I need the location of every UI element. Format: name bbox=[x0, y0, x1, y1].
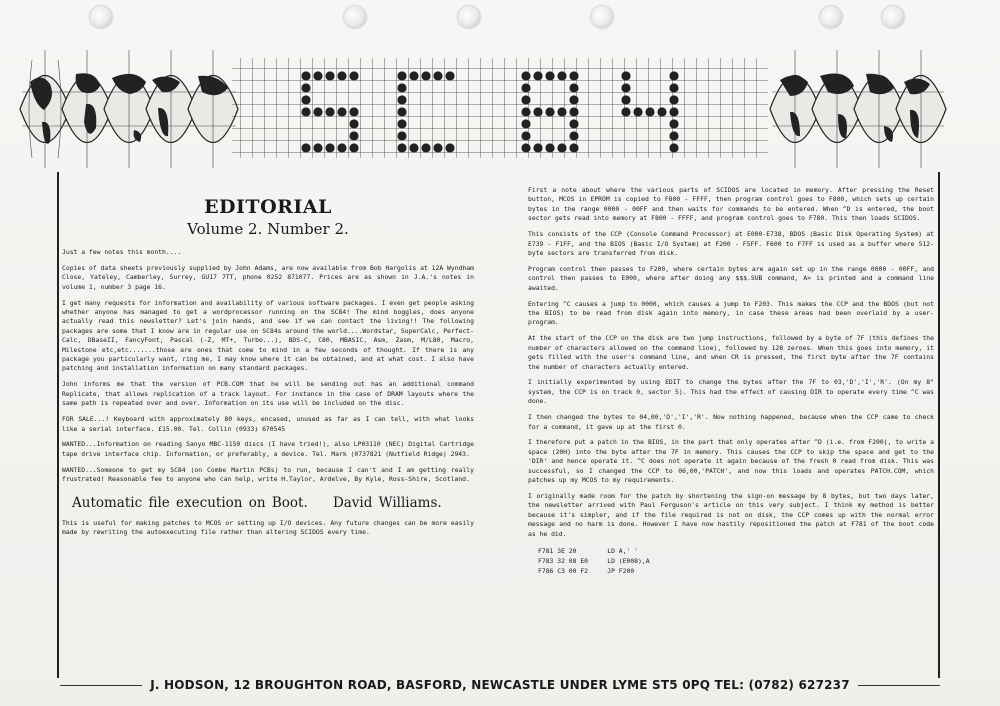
letter-dot bbox=[569, 83, 578, 92]
footer-address: J. HODSON, 12 BROUGHTON ROAD, BASFORD, NEWCASTLE UNDER LYME ST5 0PQ TEL: (0782) 627237 bbox=[150, 678, 850, 692]
article-paragraph: First a note about where the various parts of SCIDOS are located in memory. After pressing the Reset button, MCOS in EPROM is copied to F800 - FFFF, then program control goes to F800, which sets up certain bytes in the range 0000 - 00FF and then waits for commands to be entered. When ^D is entered, the boot sector gets read into memory at F800 - FFFF, and program control goes to F780. This then loads SCIDOS. bbox=[528, 186, 934, 223]
letter-dot bbox=[349, 71, 358, 80]
editorial-paragraph: I get many requests for information and availability of various software packages. I even get people asking whether anyone has managed to get a wordprocessor running on the SC84! The mind boggles, does anyone actually read this newsletter? Let's join hands, and see if we can contact the living!! The following packages are some that I know are in regular use on SC84s around the world....Wordstar, SuperCalc, Perfect-Calc, DBaseII, FancyFont, Pascal (-Z, MT+, Turbo...), BDS-C, C80, MBASIC, Asm, Zasm, M/L80, Macro, Milestone etc,etc.......those are ones that come to mind in a few seconds of thought. If there is any package you particularly want, ring me, I may know where it can be obtained, and at what cost. I also have patching and installation information on many standard packages. bbox=[62, 298, 474, 373]
boot-article-paragraph: This is useful for making patches to MCOS or setting up I/O devices. Any future changes can be more easily made by rewriting the autoexecuting file rather than altering SCIDOS every time. bbox=[62, 518, 474, 536]
boot-article-title: Automatic file execution on Boot. bbox=[72, 494, 308, 511]
letter-dot bbox=[569, 95, 578, 104]
editorial-paragraph: WANTED...Someone to get my SC84 (on Combe Martin PCBs) to run, because I can't and I am getting really frustrated! Reasonable fee to anyone who can help, write H.Taylor, Ardelve, By Kyle, Ross-Shire, Scotland. bbox=[62, 465, 474, 484]
article-paragraph: I initially experimented by using EDIT to change the bytes after the 7F to 03,'D','I','R'. (On my 8" system, the CCP is on track 0, sector 5). This had the effect of causing DIR to operate every time ^C was done. bbox=[528, 378, 934, 406]
letter-dot bbox=[545, 71, 554, 80]
letter-dot bbox=[621, 71, 630, 80]
world-map-globes-left bbox=[20, 50, 238, 168]
letter-dot bbox=[409, 71, 418, 80]
article-paragraph: I originally made room for the patch by shortening the sign-on message by 8 bytes, but two days later, the newsletter arrived with Paul Ferguson's article on this very subject. I think my method is better because it's simpler, and if the file required is not on disk, the CCP comes up with the normal error message and no harm is done. However I have now hastily repositioned the patch at F781 of the boot code as he did. bbox=[528, 491, 934, 538]
letter-dot bbox=[569, 143, 578, 152]
banner-grid bbox=[232, 58, 768, 158]
letter-dot bbox=[397, 143, 406, 152]
letter-dot bbox=[521, 95, 530, 104]
letter-dot bbox=[657, 107, 666, 116]
letter-dot bbox=[397, 71, 406, 80]
letter-dot bbox=[557, 107, 566, 116]
code-line: F781 3E 20 LD A,' ' bbox=[538, 546, 639, 555]
letter-dot bbox=[521, 83, 530, 92]
letter-dot bbox=[633, 107, 642, 116]
letter-dot bbox=[557, 71, 566, 80]
letter-dot bbox=[325, 143, 334, 152]
banner-title-text: SC 84 bbox=[500, 172, 504, 173]
boot-article-author: David Williams. bbox=[332, 494, 442, 511]
footer-rule-right bbox=[858, 685, 940, 686]
letter-dot bbox=[533, 143, 542, 152]
letter-dot bbox=[397, 119, 406, 128]
letter-dot bbox=[433, 71, 442, 80]
editorial-volume: Volume 2. Number 2. bbox=[187, 220, 349, 238]
letter-dot bbox=[521, 71, 530, 80]
letter-dot bbox=[669, 95, 678, 104]
letter-dot bbox=[445, 143, 454, 152]
letter-dot bbox=[621, 95, 630, 104]
letter-dot bbox=[397, 95, 406, 104]
letter-dot bbox=[337, 71, 346, 80]
letter-dot bbox=[349, 119, 358, 128]
punch-hole bbox=[344, 6, 366, 28]
letter-dot bbox=[569, 119, 578, 128]
code-line: F783 32 08 E0 LD (E008),A bbox=[538, 556, 650, 565]
article-paragraph: Program control then passes to F200, where certain bytes are again set up in the range 0000 - 00FF, and control then passes to E000, where after doing any $$$.SUB command, A> is printed and a command line awaited. bbox=[528, 264, 934, 292]
punch-hole bbox=[90, 6, 112, 28]
letter-dot bbox=[397, 83, 406, 92]
editorial-paragraph: Copies of data sheets previously supplied by John Adams, are now available from Bob Hargolis at 12A Wyndham Close, Yateley, Camberley, Surrey, GU17 7TT, phone 0252 871077. Prices are as shown in J.A.'s notes in volume 1, number 3 page 16. bbox=[62, 263, 474, 291]
letter-dot bbox=[621, 107, 630, 116]
letter-dot bbox=[301, 143, 310, 152]
letter-dot bbox=[645, 107, 654, 116]
letter-dot bbox=[569, 107, 578, 116]
letter-dot bbox=[397, 131, 406, 140]
letter-dot bbox=[325, 107, 334, 116]
letter-dot bbox=[433, 143, 442, 152]
letter-dot bbox=[349, 107, 358, 116]
editorial-paragraph: WANTED...Information on reading Sanyo MBC-1150 discs (I have tried!), also LP03110 (NEC) Digital Cartridge tape drive interface chip. Information, or preferably, a device. Tel. Mark (0737821 (Nutfield Ridge) 2943. bbox=[62, 440, 474, 458]
editorial-title: EDITORIAL bbox=[204, 196, 332, 218]
footer bbox=[60, 673, 940, 697]
letter-dot bbox=[521, 107, 530, 116]
letter-dot bbox=[533, 107, 542, 116]
letter-dot bbox=[397, 107, 406, 116]
letter-dot bbox=[621, 83, 630, 92]
letter-dot bbox=[421, 143, 430, 152]
letter-dot bbox=[557, 143, 566, 152]
article-paragraph: At the start of the CCP on the disk are two jump instructions, followed by a byte of 7F (this defines the number of characters allowed on the command line), followed by 128 zeroes. When this goes into memory, it gets filled with the user's command line, and when CR is pressed, the first byte after the 7F contains the number of characters actually entered. bbox=[528, 334, 934, 371]
editorial-paragraph: John informs me that the version of PCB.COM that he will be sending out has an additional command Replicate, that allows replication of a track layout. For instance in the case of DRAM layouts where the same path is repeated over and over. Information on its use will be included on the disc. bbox=[62, 380, 474, 408]
letter-dot bbox=[325, 71, 334, 80]
footer-rule-left bbox=[60, 685, 142, 686]
letter-dot bbox=[337, 107, 346, 116]
letter-dot bbox=[669, 83, 678, 92]
article-paragraph: I therefore put a patch in the BIOS, in the part that only operates after ^D (i.e. from F200), to write a space (20H) into the byte after the 7F in memory. This causes the CCP to skip the space and get to the 'DIR' and hence operate it. ^C does not operate it again because of the fresh 0 read from disk. This was successful, so I changed the CCP to 06,00,'PATCH', and now this loads and operates PATCH.COM, which patches up my MCOS to my requirements. bbox=[528, 438, 934, 485]
letter-dot bbox=[301, 107, 310, 116]
masthead-banner bbox=[0, 44, 1000, 174]
letter-dot bbox=[313, 143, 322, 152]
code-line: F786 C3 00 F2 JP F200 bbox=[538, 566, 635, 575]
article-paragraph: This consists of the CCP (Console Command Processor) at E000-E738, BDOS (Basic Disk Operating System) at E739 - F1FF, and the BIOS (Basic I/O System) at F200 - F5FF. F600 to F7FF is used as a buffer where 512-byte sectors are transferred from disk. bbox=[528, 230, 934, 257]
letter-dot bbox=[569, 131, 578, 140]
punch-hole bbox=[820, 6, 842, 28]
letter-dot bbox=[301, 71, 310, 80]
punch-hole bbox=[591, 6, 613, 28]
letter-dot bbox=[409, 143, 418, 152]
letter-dot bbox=[669, 143, 678, 152]
letter-dot bbox=[337, 143, 346, 152]
article-paragraph: I then changed the bytes to 04,00,'D','I','R'. Now nothing happened, because when the CCP came to check for a command, it gave up at the first 0. bbox=[528, 413, 934, 431]
letter-dot bbox=[569, 71, 578, 80]
world-map-globes-right bbox=[770, 50, 946, 168]
letter-dot bbox=[669, 107, 678, 116]
letter-dot bbox=[545, 107, 554, 116]
punch-hole bbox=[882, 6, 904, 28]
letter-dot bbox=[349, 131, 358, 140]
letter-dot bbox=[521, 131, 530, 140]
code-listing bbox=[538, 546, 934, 576]
editorial-paragraph: Just a few notes this month.... bbox=[62, 248, 182, 256]
letter-dot bbox=[301, 83, 310, 92]
letter-dot bbox=[669, 131, 678, 140]
letter-dot bbox=[421, 71, 430, 80]
boot-article-column bbox=[528, 186, 934, 576]
letter-dot bbox=[445, 71, 454, 80]
editorial-paragraph: FOR SALE...! Keyboard with approximately 80 keys, encased, unused as far as I can tell, with what looks like a serial interface. £15.00. Tel. Collin (0933) 670545 bbox=[62, 415, 474, 433]
letter-dot bbox=[313, 71, 322, 80]
letter-dot bbox=[313, 107, 322, 116]
editorial-column bbox=[62, 196, 474, 544]
letter-dot bbox=[521, 119, 530, 128]
letter-dot bbox=[301, 95, 310, 104]
letter-dot bbox=[669, 119, 678, 128]
article-paragraph: Entering ^C causes a jump to 0000, which causes a jump to F203. This makes the CCP and the BDOS (but not the BIOS) to be read from disk again into memory, in case these areas had been overlaid by a user-program. bbox=[528, 299, 934, 327]
letter-dot bbox=[533, 71, 542, 80]
letter-dot bbox=[349, 143, 358, 152]
boot-article-heading bbox=[72, 495, 474, 511]
punch-hole bbox=[458, 6, 480, 28]
letter-dot bbox=[521, 143, 530, 152]
letter-dot bbox=[545, 143, 554, 152]
letter-dot bbox=[669, 71, 678, 80]
